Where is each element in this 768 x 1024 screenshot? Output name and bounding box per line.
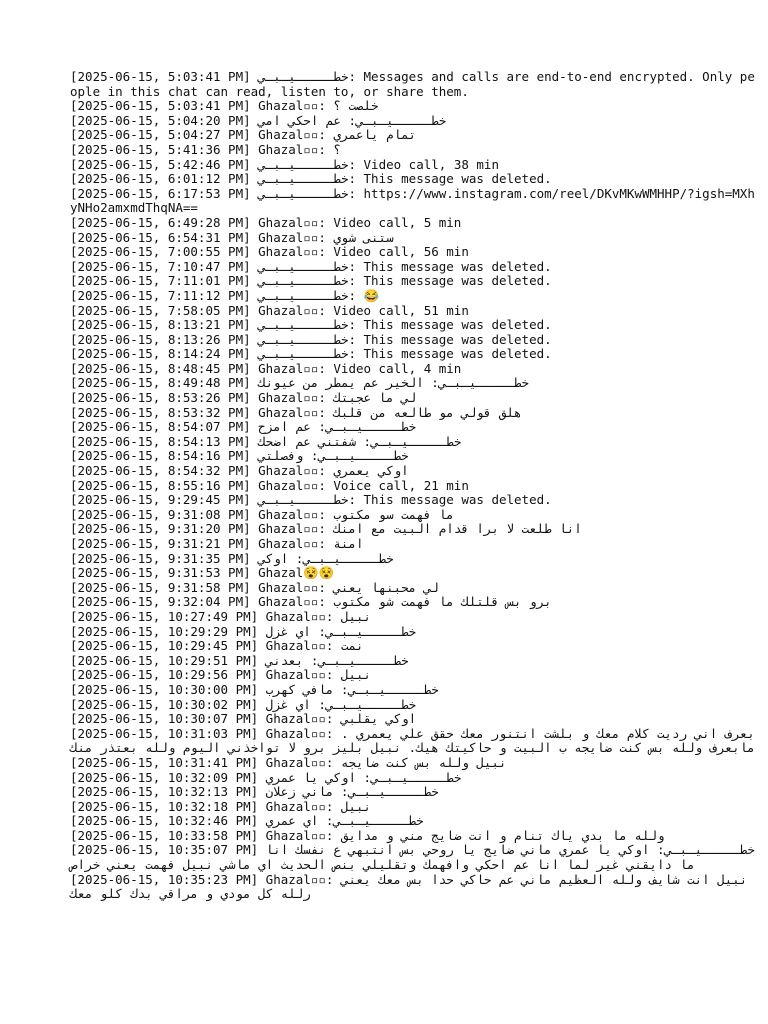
message-line: [2025-06-15, 8:13:21 PM] خطـــــيـبـي: This message was deleted. [70,317,552,333]
message-line: [2025-06-15, 9:31:21 PM] Ghazal▫▫: امنة [70,536,364,551]
message-line: [2025-06-15, 5:03:41 PM] خطـــــيـبـي: Messages and calls are end-to-end encrypted. Only people in this chat can read, listen to, or share them. [70,69,755,99]
message-line: [2025-06-15, 10:30:02 PM] خطـــــيـبـي: اي غزل [70,696,417,712]
message-line: [2025-06-15, 10:29:51 PM] خطـــــيـبـي: بعدني [70,652,409,668]
message-line: [2025-06-15, 10:33:58 PM] Ghazal▫▫: ولله ما بدي ياك تنام و انت ضايج مني و مدايق [70,827,665,843]
message-line: [2025-06-15, 8:54:07 PM] خطـــــيـبـي: عم امزح [70,419,417,435]
chat-export-document [70,69,763,902]
message-line: [2025-06-15, 8:54:16 PM] خطـــــيـبـي: وفصلتي [70,448,409,464]
message-line: [2025-06-15, 10:31:41 PM] Ghazal▫▫: نبيل ولله بس كنت ضايجه [70,754,507,770]
message-line: [2025-06-15, 6:17:53 PM] خطـــــيـبـي: https://www.instagram.com/reel/DKvMKwWMHHP/?igsh=MXhyNHo2amxmdThqNA== [70,185,755,216]
message-line: [2025-06-15, 8:14:24 PM] خطـــــيـبـي: This message was deleted. [70,346,552,362]
message-line: [2025-06-15, 8:48:45 PM] Ghazal▫▫: Video call, 4 min [70,360,462,376]
message-line: [2025-06-15, 7:10:47 PM] خطـــــيـبـي: This message was deleted. [70,258,552,274]
message-line: [2025-06-15, 10:29:56 PM] Ghazal▫▫: نبيل [70,667,372,683]
message-line: [2025-06-15, 5:41:36 PM] Ghazal▫▫: ؟ [70,141,341,157]
message-line: [2025-06-15, 9:31:08 PM] Ghazal▫▫: ما فهمت سو مكتوب [70,506,454,522]
message-line: [2025-06-15, 8:53:32 PM] Ghazal▫▫: هلق قولي مو طالعه من قلبك [70,404,522,420]
message-line: [2025-06-15, 7:58:05 PM] Ghazal▫▫: Video call, 51 min [70,302,469,318]
message-line: [2025-06-15, 10:29:45 PM] Ghazal▫▫: نمت [70,638,364,654]
message-line: [2025-06-15, 6:54:31 PM] Ghazal▫▫: ستنى شوي [70,229,394,245]
message-line: [2025-06-15, 10:30:00 PM] خطـــــيـبـي: مافي كهرب [70,681,439,697]
message-line: [2025-06-15, 8:13:26 PM] خطـــــيـبـي: This message was deleted. [70,331,552,347]
message-line: [2025-06-15, 10:32:13 PM] خطـــــيـبـي: ماني زعلان [70,784,439,800]
message-line: [2025-06-15, 9:32:04 PM] Ghazal▫▫: برو بس قلتلك ما فهمت شو مكتوب [70,594,552,610]
message-line: [2025-06-15, 6:49:28 PM] Ghazal▫▫: Video call, 5 min [70,214,462,230]
message-line: [2025-06-15, 9:31:53 PM] Ghazal😵😵 [70,565,335,581]
message-line: [2025-06-15, 10:32:46 PM] خطـــــيـبـي: اي عمري [70,813,424,829]
message-line: [2025-06-15, 5:04:27 PM] Ghazal▫▫: تمام ياعمري [70,127,417,143]
message-line: [2025-06-15, 6:01:12 PM] خطـــــيـبـي: This message was deleted. [70,171,552,187]
message-line: [2025-06-15, 10:35:23 PM] Ghazal▫▫: نبيل انت شايف ولله العظيم ماني عم حاكي حدا بس معك يعني رلله كل مودي و مراقي بدك كلو معك [70,871,755,902]
message-line: [2025-06-15, 10:32:18 PM] Ghazal▫▫: نبيل [70,798,372,814]
message-line: [2025-06-15, 9:31:58 PM] Ghazal▫▫: لي محبنها يعني [70,579,439,595]
message-line: [2025-06-15, 10:35:07 PM] خطـــــيـبـي: اوكي يا عمري ماني ضايج يا روحي بس انتبهي ع نفسك انا ما دايقني غير لما انا عم احكي وافهمك وتقليلي بنص الحديث اي ماشي نبيل فهمت يعني خراص [70,842,763,873]
message-line: [2025-06-15, 10:31:03 PM] Ghazal▫▫: بعرف اني رديت كلام معك و بلشت انتنور معك حقق علي يعمري . مابعرف ولله بس كنت ضايجه ب البيت و حاكيتك هيك. نبيل بليز برو لا تواخذني اليوم ولله بعتذر منك [70,725,763,756]
message-line: [2025-06-15, 8:55:16 PM] Ghazal▫▫: Voice call, 21 min [70,477,469,493]
message-line: [2025-06-15, 8:53:26 PM] Ghazal▫▫: لي ما عجبتك [70,390,417,406]
message-line: [2025-06-15, 9:31:35 PM] خطـــــيـبـي: اوكي [70,550,394,566]
message-line: [2025-06-15, 9:29:45 PM] خطـــــيـبـي: This message was deleted. [70,492,552,508]
message-line: [2025-06-15, 7:00:55 PM] Ghazal▫▫: Video call, 56 min [70,244,469,260]
message-line: [2025-06-15, 10:27:49 PM] Ghazal▫▫: نبيل [70,608,372,624]
message-line: [2025-06-15, 10:29:29 PM] خطـــــيـبـي: اي غزل [70,623,417,639]
message-line: [2025-06-15, 10:30:07 PM] Ghazal▫▫: اوكي يقلبي [70,711,417,727]
message-line: [2025-06-15, 10:32:09 PM] خطـــــيـبـي: اوكي يا عمري [70,769,462,785]
message-line: [2025-06-15, 8:54:13 PM] خطـــــيـبـي: شفتني عم اضحك [70,433,462,449]
message-line: [2025-06-15, 8:54:32 PM] Ghazal▫▫: اوكي يعمري [70,463,409,479]
message-line: [2025-06-15, 5:04:20 PM] خطـــــيـبـي: عم احكي امي [70,112,447,128]
message-line: [2025-06-15, 5:03:41 PM] Ghazal▫▫: خلصت ؟ [70,98,379,114]
message-line: [2025-06-15, 9:31:20 PM] Ghazal▫▫: انا طلعت لا برا قدام البيت مع امنك [70,521,582,537]
message-line: [2025-06-15, 5:42:46 PM] خطـــــيـبـي: Video call, 38 min [70,156,499,172]
message-line: [2025-06-15, 8:49:48 PM] خطـــــيـبـي: الخير عم يمطر من عيونك [70,375,530,391]
message-line: [2025-06-15, 7:11:12 PM] خطـــــيـبـي: 😂 [70,287,380,303]
message-line: [2025-06-15, 7:11:01 PM] خطـــــيـبـي: This message was deleted. [70,273,552,289]
